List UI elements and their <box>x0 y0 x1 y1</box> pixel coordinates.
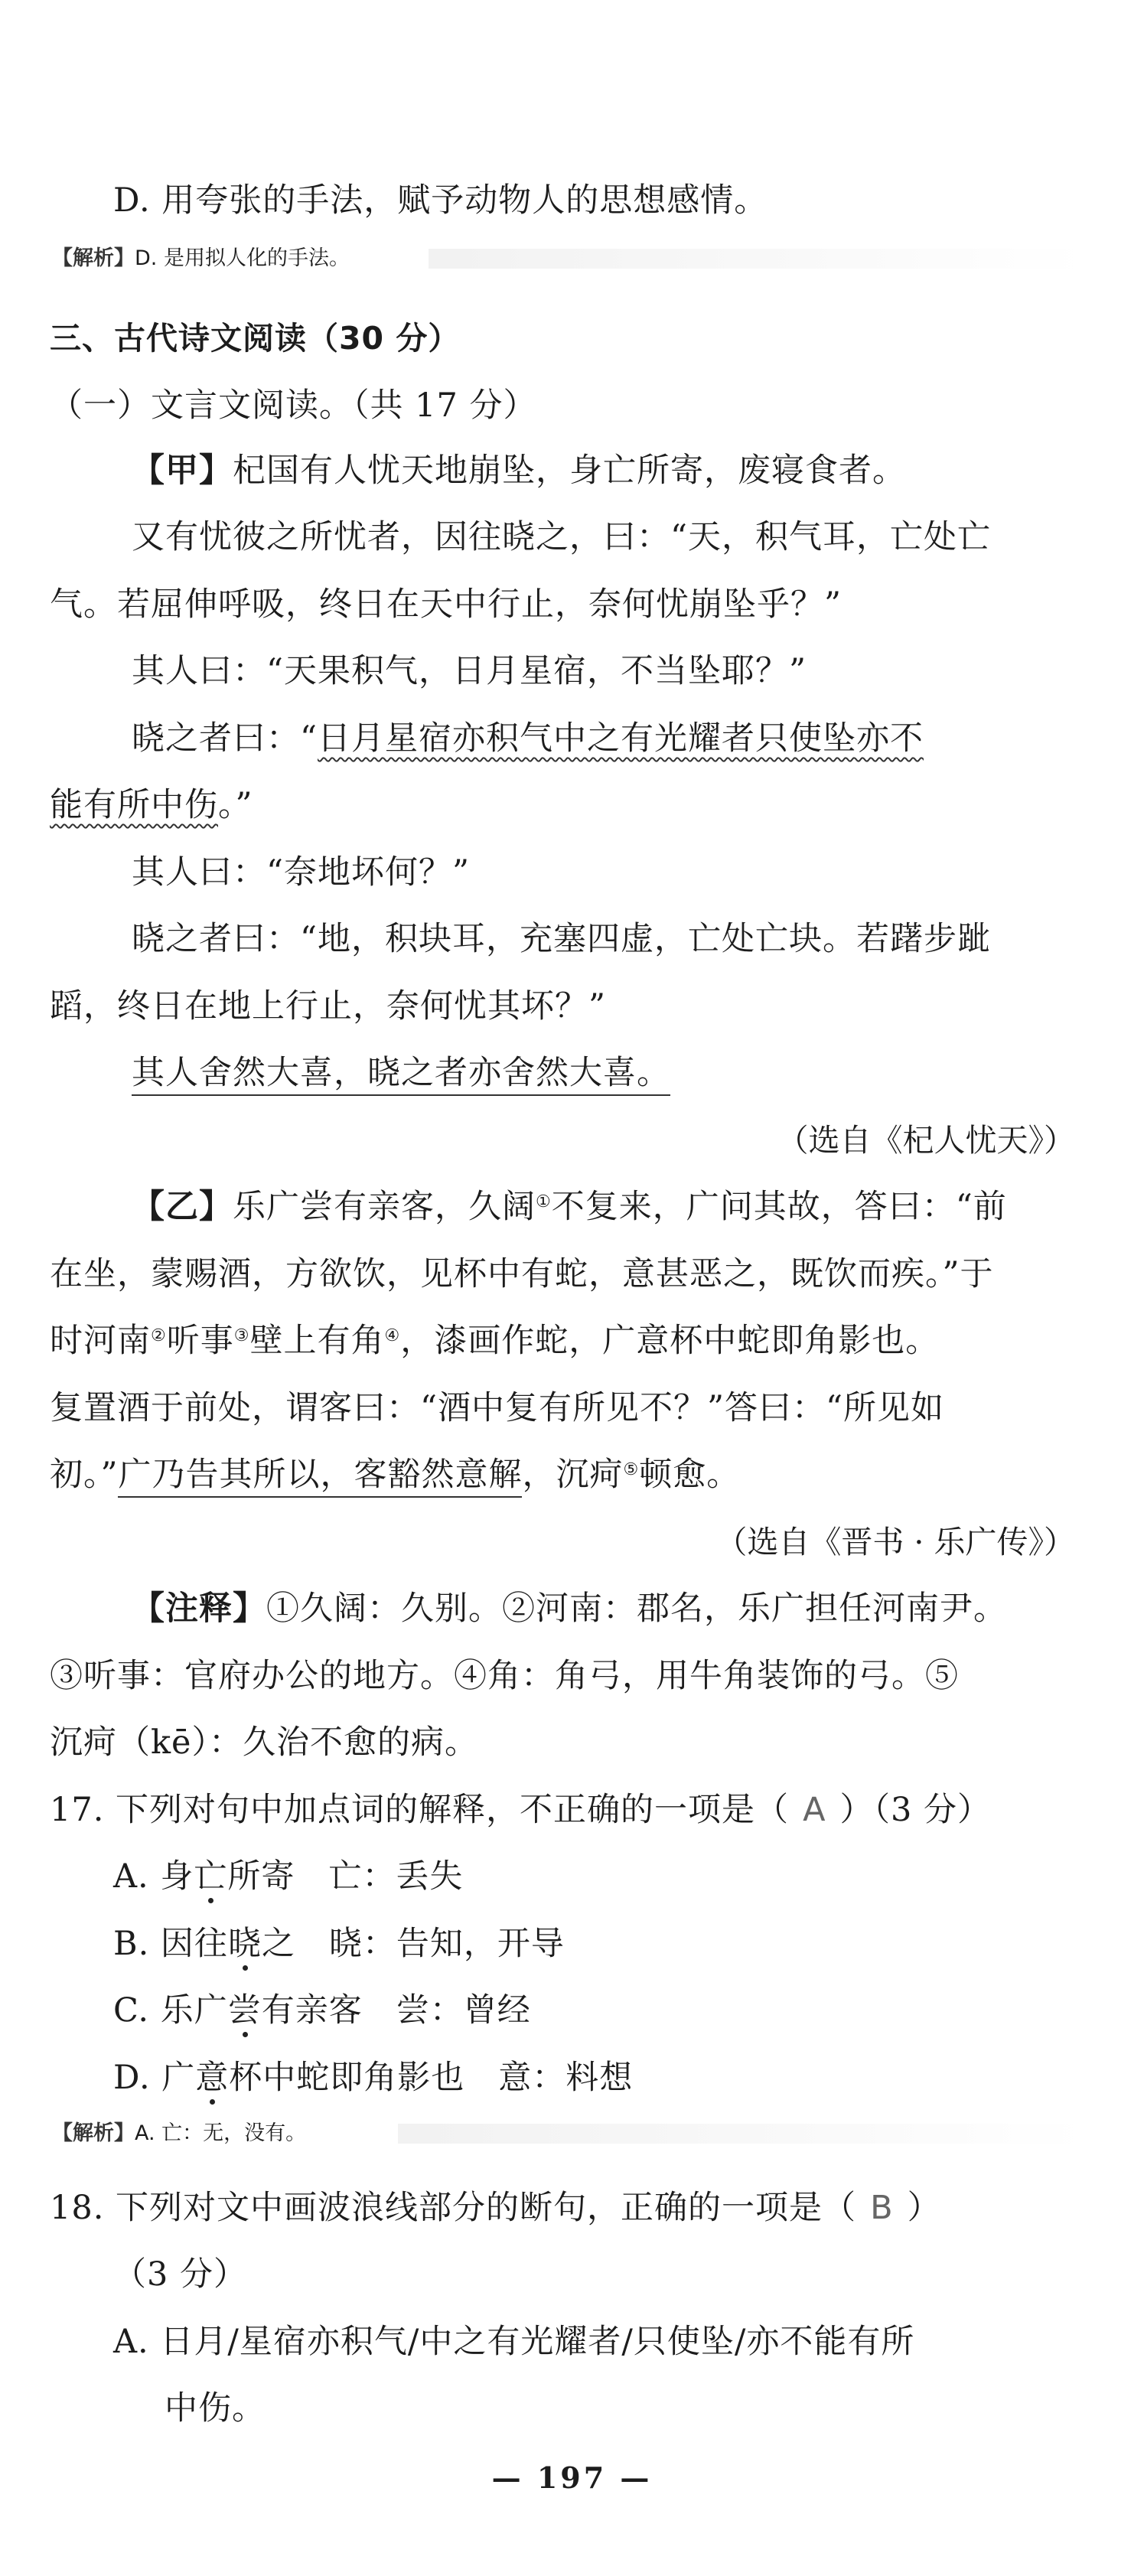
text-a-p2-line1: 又有忧彼之所忧者，因往晓之，曰：“天，积气耳，亡处亡 <box>132 518 991 556</box>
text-b-line5: 初。”广乃告其所以，客豁然意解，沉疴⑤顿愈。 <box>50 1452 740 1498</box>
q17-option-d: D. 广意杯中蛇即角影也 意：料想 <box>113 2059 634 2097</box>
q16-option-d: D. 用夸张的手法，赋予动物人的思想感情。 <box>113 181 768 220</box>
text-b-line4: 复置酒于前处，谓客曰：“酒中复有所见不？”答曰：“所见如 <box>50 1389 944 1427</box>
q17-answer: A <box>803 1791 826 1829</box>
q17-stem: 17. 下列对句中加点词的解释，不正确的一项是（ A ）（3 分） <box>50 1791 992 1829</box>
q18-option-a-line2: 中伤。 <box>165 2389 266 2428</box>
q18-stem: 18. 下列对文中画波浪线部分的断句，正确的一项是（ B ） <box>50 2189 941 2227</box>
dotted-word: 晓 <box>227 1925 262 1963</box>
notes-line2: ③听事：官府办公的地方。④角：角弓，用牛角装饰的弓。⑤ <box>50 1657 959 1695</box>
q17-option-c: C. 乐广尝有亲客 尝：曾经 <box>113 1991 531 2030</box>
scan-smudge <box>429 249 1087 269</box>
note-ref-4: ④ <box>384 1326 401 1345</box>
text-a-p3: 其人曰：“天果积气，日月星宿，不当坠耶？” <box>132 652 807 690</box>
page-number: — 197 — <box>491 2460 653 2495</box>
scan-smudge <box>398 2124 1087 2144</box>
underlined-sentence: 其人舍然大喜，晓之者亦舍然大喜。 <box>132 1054 670 1096</box>
wavy-underline-passage: 日月星宿亦积气中之有光耀者只使坠亦不 <box>317 719 924 758</box>
text-a-label: 【甲】 <box>132 452 233 490</box>
text-a-p1: 【甲】杞国有人忧天地崩坠，身亡所寄，废寝食者。 <box>132 452 906 490</box>
notes-line1: 【注释】①久阔：久别。②河南：郡名，乐广担任河南尹。 <box>132 1590 1007 1628</box>
q17-analysis <box>52 2118 306 2149</box>
text-a-p7 <box>132 1050 670 1096</box>
text-a-p6-line1: 晓之者曰：“地，积块耳，充塞四虚，亡处亡块。若躇步跐 <box>132 920 991 958</box>
text-a-p6-line2: 蹈，终日在地上行止，奈何忧其坏？” <box>50 987 606 1026</box>
text-a-p4-line1: 晓之者曰：“日月星宿亦积气中之有光耀者只使坠亦不 <box>132 719 924 758</box>
analysis-tag: 【解析】 <box>52 246 135 270</box>
notes-line3: 沉疴（kē）：久治不愈的病。 <box>50 1723 479 1762</box>
q18-option-a-line1: A. 日月/星宿亦积气/中之有光耀者/只使坠/亦不能有所 <box>113 2323 915 2361</box>
text-a-p4-line2: 能有所中伤。” <box>50 786 253 824</box>
analysis-tag: 【解析】 <box>52 2121 135 2145</box>
section-title: 三、古代诗文阅读（30 分） <box>50 320 461 357</box>
text-b-label: 【乙】 <box>132 1188 233 1226</box>
notes-label: 【注释】 <box>132 1590 266 1628</box>
text-a-p5: 其人曰：“奈地坏何？” <box>132 853 470 892</box>
dotted-word: 尝 <box>227 1991 262 2030</box>
dotted-word: 意 <box>195 2059 230 2097</box>
q18-score: （3 分） <box>113 2255 248 2294</box>
note-ref-3: ③ <box>233 1326 250 1345</box>
dotted-word: 亡 <box>194 1857 228 1896</box>
text-b-line3: 时河南②听事③壁上有角④，漆画作蛇，广意杯中蛇即角影也。 <box>50 1322 940 1360</box>
analysis-text: A. 亡：无，没有。 <box>135 2121 307 2145</box>
q17-option-a: A. 身亡所寄 亡：丢失 <box>113 1857 464 1896</box>
text-a-source: （选自《杞人忧天》） <box>777 1122 1075 1159</box>
q18-answer: B <box>870 2189 894 2227</box>
text-a-p2-line2: 气。若屈伸呼吸，终日在天中行止，奈何忧崩坠乎？” <box>50 585 842 624</box>
note-ref-5: ⑤ <box>623 1460 640 1479</box>
text-b-line2: 在坐，蒙赐酒，方欲饮，见杯中有蛇，意甚恶之，既饮而疾。”于 <box>50 1255 994 1293</box>
analysis-text: D. 是用拟人化的手法。 <box>135 246 350 270</box>
note-ref-1: ① <box>536 1192 552 1211</box>
text-b-source: （选自《晋书 · 乐广传》） <box>715 1524 1075 1560</box>
text-b-line1: 【乙】乐广尝有亲客，久阔①不复来，广问其故，答曰：“前 <box>132 1188 1007 1226</box>
q17-option-b: B. 因往晓之 晓：告知，开导 <box>113 1925 565 1963</box>
q16-analysis <box>52 243 350 274</box>
note-ref-2: ② <box>151 1326 167 1345</box>
underlined-sentence-b: 广乃告其所以，客豁然意解 <box>118 1456 522 1498</box>
part-title: （一）文言文阅读。（共 17 分） <box>50 386 537 425</box>
wavy-underline-passage-end: 能有所中伤 <box>50 786 218 824</box>
